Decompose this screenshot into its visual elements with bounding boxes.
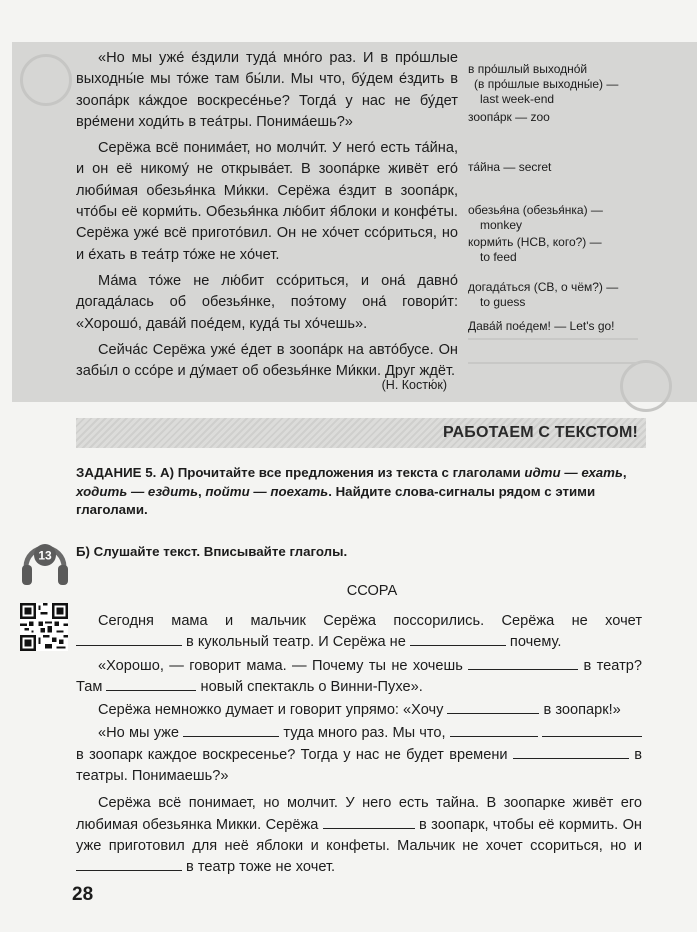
story-text-part: Серёжа всё понимает, но молчит. У него есть тайна. В зоопарке живёт его любимая обезьянка Микки. Серёжа xyxy=(76,795,642,833)
story-title: ССОРА xyxy=(346,583,398,599)
glossary-term: догада́ться (СВ, о чём?) — xyxy=(468,280,619,294)
reading-paragraph: «Но мы уже́ е́здили туда́ мно́го раз. И в про́шлые выходны́е мы то́же там бы́ли. Мы что, бу́дем е́здить в зоопа́рк ка́ждое воскресе́нье? Тогда́ у нас не бу́дет вре́мени ходи́ть в теа́тры. Понима́ешь?» xyxy=(76,50,458,130)
story-text-part: «Но мы уже xyxy=(98,725,184,742)
story-text-part: в зоопарк!» xyxy=(539,702,621,719)
story-text xyxy=(76,611,642,881)
story-text-part: почему. xyxy=(505,634,562,651)
glossary-translation: to feed xyxy=(480,250,517,264)
glossary-term: корми́ть (НСВ, кого?) — xyxy=(468,235,602,249)
task-5b: Б) Слушайте текст. Вписывайте глаголы. xyxy=(76,544,348,559)
task-text: , xyxy=(198,483,206,499)
glossary-term: обезья́на (обезья́нка) — xyxy=(468,203,603,217)
story-paragraph xyxy=(76,656,642,699)
answer-blank[interactable] xyxy=(106,677,196,691)
section-banner xyxy=(76,418,646,448)
reading-text xyxy=(76,48,458,387)
glossary-item xyxy=(468,110,668,125)
answer-blank[interactable] xyxy=(410,632,506,646)
glossary-term-extra: (в про́шлые выходны́е) — xyxy=(474,77,619,91)
section-banner-title: РАБОТАЕМ С ТЕКСТОМ! xyxy=(443,424,638,441)
glossary-item xyxy=(468,62,668,107)
answer-blank[interactable] xyxy=(183,723,279,737)
story-paragraph xyxy=(76,611,642,654)
story-text-part: в зоопарк, чтобы её кормить. Он уже приготовил для неё яблоки и конфеты. Мальчик не хочет ссориться, но и xyxy=(76,816,642,854)
glossary-item xyxy=(468,203,668,233)
page-number: 28 xyxy=(72,884,94,905)
task-label: ЗАДАНИЕ 5. А) xyxy=(76,465,175,480)
glossary-term: та́йна — secret xyxy=(468,160,552,174)
decorative-line xyxy=(468,338,638,340)
glossary-term: зоопа́рк — zoo xyxy=(468,110,550,124)
task-5a xyxy=(76,464,650,520)
glossary-translation: monkey xyxy=(480,218,523,232)
story-text-part: туда много раз. Мы что, xyxy=(279,725,450,742)
reading-paragraph: Серёжа всё понима́ет, но молчи́т. У него́ есть та́йна, и он её никому́ не открыва́ет. В зоопа́рке живёт его́ люби́мая обезья́нка Ми́кки. Серёжа е́здит в зоопа́рк, что́бы её корми́ть. Обезья́нка лю́бит я́блоки и конфе́ты. Серёжа уже́ всё пригото́вил. Он не хо́чет ссо́риться, но и е́хать в теа́тр то́же не хо́чет. xyxy=(76,140,458,263)
reading-paragraph: Ма́ма то́же не лю́бит ссо́риться, и она́ давно́ догада́лась об обезья́нке, поэ́тому она́ говори́т: «Хорошо́, дава́й пое́дем, куда́ ты хо́чешь». xyxy=(76,272,458,332)
glossary-item xyxy=(468,160,668,175)
glossary-term: Дава́й пое́дем! — Let's go! xyxy=(468,319,615,333)
story-text-part: «Хорошо, — говорит мама. — Почему ты не хочешь xyxy=(98,657,469,674)
decorative-circle xyxy=(620,360,672,412)
text-author: (Н. Костю́к) xyxy=(381,378,447,392)
glossary-item xyxy=(468,280,668,310)
glossary-term: в про́шлый выходно́й xyxy=(468,62,588,76)
task-verbs: ходить — ездить xyxy=(76,483,198,499)
story-text-part: в театр тоже не хочет. xyxy=(182,859,336,876)
story-text-part: Серёжа немножко думает и говорит упрямо: «Хочу xyxy=(98,702,448,719)
story-text-part: в театр? Там xyxy=(76,657,643,695)
headphones-icon xyxy=(20,533,70,593)
answer-blank[interactable] xyxy=(76,632,182,646)
story-text-part: в зоопарк каждое воскресенье? Тогда у нас не будет времени xyxy=(76,746,513,763)
glossary-item xyxy=(468,235,668,265)
answer-blank[interactable] xyxy=(323,815,415,829)
answer-blank[interactable] xyxy=(468,656,578,670)
task-verbs: пойти — поехать xyxy=(205,483,329,499)
story-text-part: в театры. Понимаешь?» xyxy=(76,746,642,785)
answer-blank[interactable] xyxy=(542,723,642,737)
story-paragraph xyxy=(76,723,642,787)
decorative-circle xyxy=(20,54,72,106)
glossary-translation: to guess xyxy=(480,295,526,309)
story-text-part: Сегодня мама и мальчик Серёжа поссорились. Серёжа не хочет xyxy=(98,613,642,629)
task-text: Прочитайте все предложения из текста с глаголами xyxy=(174,465,525,480)
answer-blank[interactable] xyxy=(513,745,629,759)
glossary-translation: last week-end xyxy=(480,92,555,106)
task-text: . Найдите слова-сигналы рядом с этими глаголами. xyxy=(76,483,596,517)
story-text-part: в кукольный театр. И Серёжа не xyxy=(182,634,410,651)
task-text: , xyxy=(622,465,627,480)
story-text-part: новый спектакль о Винни-Пухе». xyxy=(196,678,423,695)
decorative-line xyxy=(468,362,638,364)
reading-paragraph: Сейча́с Серёжа уже́ е́дет в зоопа́рк на авто́бусе. Он забы́л о ссо́ре и ду́мает об обезья́нке Ми́кки. Друг ждёт. xyxy=(76,341,458,380)
glossary-item xyxy=(468,319,668,334)
task-verbs: идти — ехать xyxy=(524,465,623,480)
audio-track-number: 13 xyxy=(38,548,52,563)
story-paragraph xyxy=(76,700,642,721)
answer-blank[interactable] xyxy=(76,857,182,871)
answer-blank[interactable] xyxy=(450,723,538,737)
answer-blank[interactable] xyxy=(447,700,539,714)
story-paragraph xyxy=(76,793,642,878)
qr-code-icon[interactable] xyxy=(20,603,68,651)
